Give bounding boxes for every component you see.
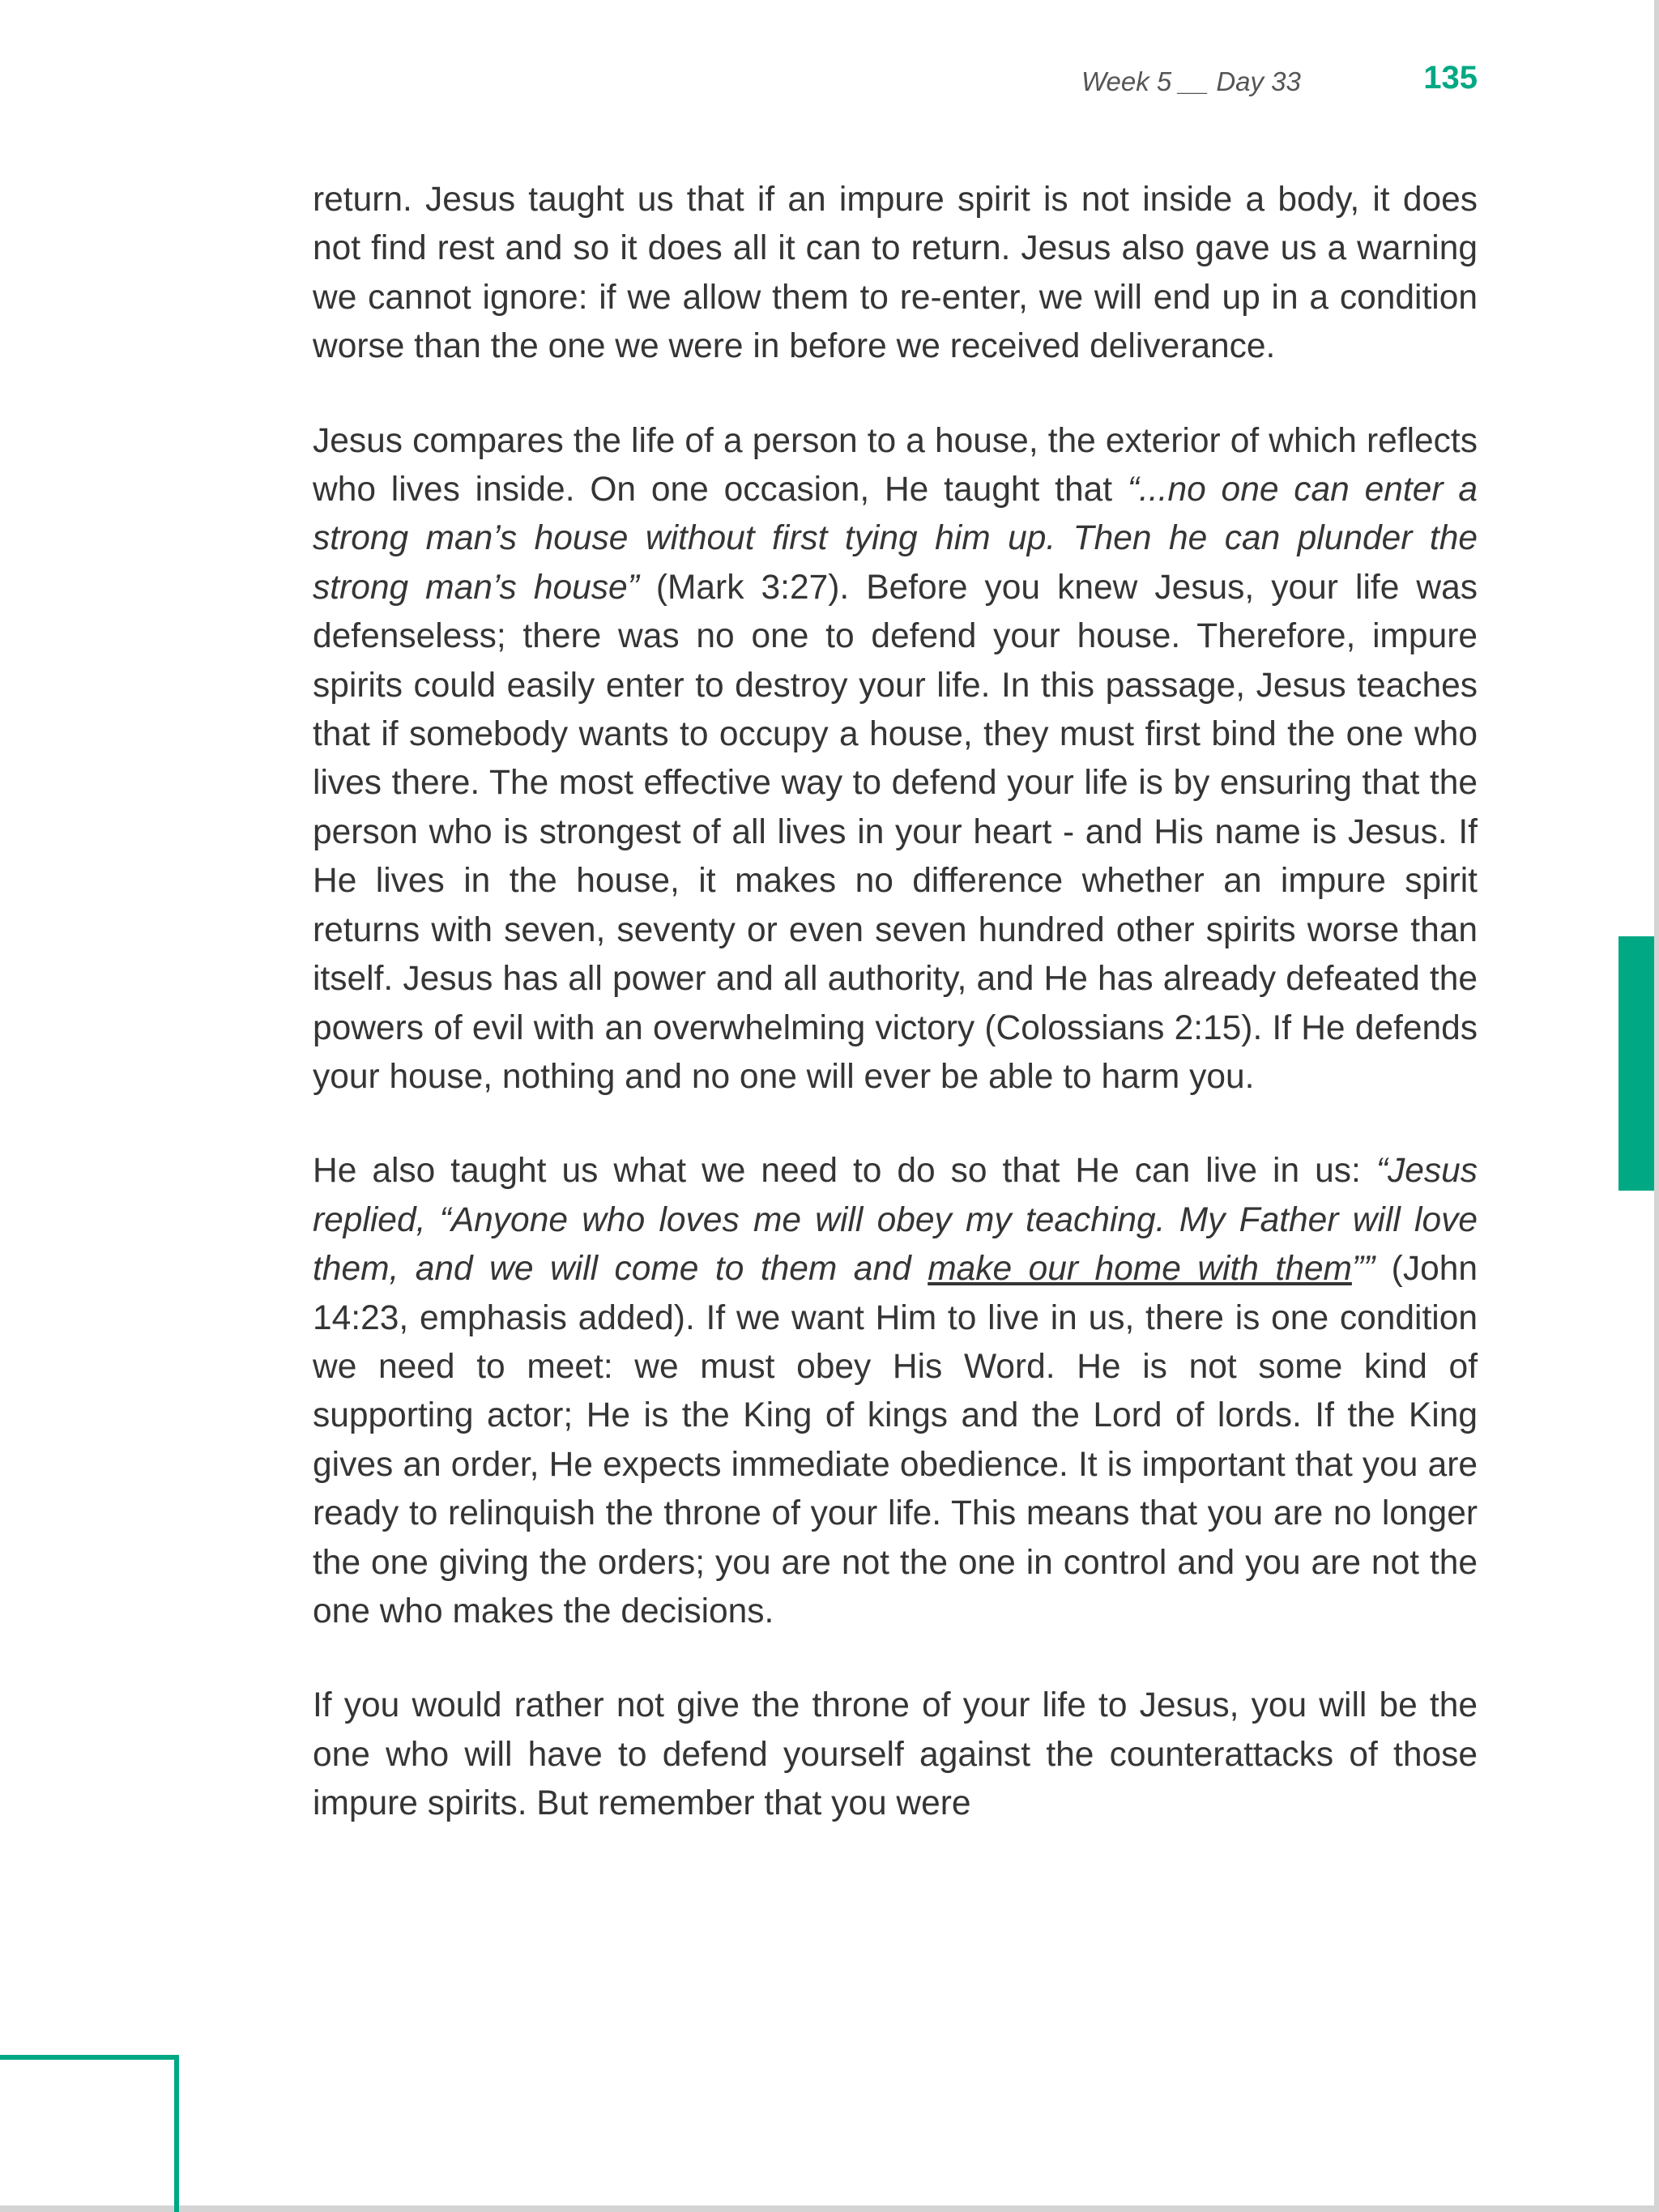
paragraph-1	[313, 176, 1478, 372]
paragraph-2-quote: “...no one can enter a strong man’s house without first tying him up. Then he can plunder the strong man’s house”	[313, 471, 1478, 607]
body-text	[313, 176, 1478, 1874]
paragraph-3-underlined-quote	[928, 1250, 1352, 1288]
week-day-label: Week 5 __ Day 33	[1081, 66, 1301, 96]
paragraph-2	[313, 417, 1478, 1102]
paragraph-3-rest: (John 14:23, emphasis added). If we want Him to live in us, there is one condition we need to meet: we must obey His Word. He is not some kind of supporting actor; He is the King of kings and the Lord of lords. If the King gives an order, He expects immediate obedience. It is important that you are ready to relinquish the throne of your life. This means that you are no longer the one giving the orders; you are not the one in control and you are not the one who makes the decisions.	[313, 1250, 1478, 1630]
paragraph-3-quote-end: ””	[1351, 1250, 1375, 1289]
paragraph-4-text: If you would rather not give the throne of your life to Jesus, you will be the one who will have to defend yourself against the counterattacks of those impure spirits. But remember that you were	[313, 1686, 1478, 1823]
running-head	[1053, 58, 1478, 107]
paragraph-3-intro: He also taught us what we need to do so that He can live in us:	[313, 1152, 1376, 1191]
page-number: 135	[1423, 60, 1478, 96]
paragraph-2-intro: Jesus compares the life of a person to a house, the exterior of which reflects who lives inside. On one occasion, He taught that	[313, 421, 1478, 509]
paragraph-1-text: return. Jesus taught us that if an impure spirit is not inside a body, it does not find rest and so it does all it can to return. Jesus also gave us a warning we cannot ignore: if we allow them to re-enter, we will end up in a condition worse than the one we were in before we received deliverance.	[313, 181, 1478, 366]
page-edge-bottom	[0, 2206, 1659, 2212]
chapter-thumb-tab	[1618, 936, 1654, 1191]
paragraph-3-quote: “Jesus replied, “Anyone who loves me will obey my teaching. My Father will love them, and we will come to them and	[313, 1152, 1478, 1289]
page-edge-right	[1654, 0, 1659, 2212]
paragraph-2-rest: (Mark 3:27). Before you knew Jesus, your life was defenseless; there was no one to defend your house. Therefore, impure spirits could easily enter to destroy your life. In this passage, Jesus teaches that if somebody wants to occupy a house, they must first bind the one who lives there. The most effective way to defend your life is by ensuring that the person who is strongest of all lives in your heart - and His name is Jesus. If He lives in the house, it makes no difference whether an impure spirit returns with seven, seventy or even seven hundred other spirits worse than itself. Jesus has all power and all authority, and He has already defeated the powers of evil with an overwhelming victory (Colossians 2:15). If He defends your house, nothing and no one will ever be able to harm you.	[313, 568, 1478, 1096]
paragraph-3-underline: make our home with them	[928, 1250, 1352, 1289]
corner-decoration	[0, 2055, 179, 2212]
paragraph-3	[313, 1147, 1478, 1636]
paragraph-4	[313, 1681, 1478, 1828]
